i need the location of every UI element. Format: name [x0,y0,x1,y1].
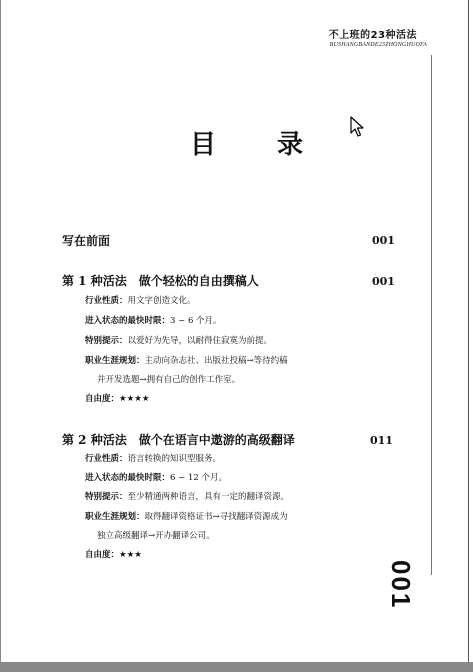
entry-1-plan-label: 职业生涯规划： [85,356,145,366]
entry-2-nature-value: 语言转换的知识型服务。 [127,454,222,464]
entry-1-tip-label: 特别提示： [85,336,128,346]
toc-entry-preface-page[interactable]: 001 [372,234,395,247]
entry-1-time-value: 3 ~ 6 个月。 [170,316,222,326]
entry-1-freedom [85,392,150,404]
toc-entry-1-page[interactable]: 001 [372,275,395,288]
entry-2-plan-line1: 取得翻译资格证书→寻找翻译资源成为 [144,512,288,522]
entry-2-plan-line2: 独立高级翻译→开办翻译公司。 [97,531,215,541]
entry-2-nature-label: 行业性质： [85,454,128,464]
entry-1-nature [85,294,196,306]
entry-2-tip-label: 特别提示： [85,492,128,502]
entry-2-freedom-stars: ★★★ [119,550,142,560]
window-bottom-bar [0,662,473,672]
entry-1-nature-value: 用文字创造文化。 [127,296,196,306]
toc-entry-1-title[interactable]: 第 1 种活法 做个轻松的自由撰稿人 [62,274,259,288]
toc-entry-preface-title[interactable]: 写在前面 [62,234,111,248]
entry-1-nature-label: 行业性质： [85,296,128,306]
margin-rule [431,55,432,575]
toc-entry-2-page[interactable]: 011 [370,434,393,447]
running-header-pinyin: BUSHANGBANDE23ZHONGHUOFA [329,42,427,48]
entry-2-plan-label: 职业生涯规划： [85,512,145,522]
entry-2-tip [85,490,289,502]
page-number-folio: 001 [386,560,416,610]
entry-1-time [85,314,222,326]
entry-2-freedom [85,548,142,560]
entry-1-plan-line2: 并开发选题→拥有自己的创作工作室。 [97,375,241,385]
running-header-title: 不上班的23种活法 [328,30,417,41]
entry-2-nature [85,452,221,464]
entry-1-tip-value: 以爱好为先导，以耐得住寂寞为前提。 [127,336,273,346]
entry-2-time [85,471,227,483]
entry-1-freedom-label: 自由度： [85,394,120,404]
mouse-cursor-icon [350,116,366,138]
entry-1-tip [85,334,272,346]
entry-2-plan [85,510,288,522]
entry-1-plan-line1: 主动向杂志社、出版社投稿→等待约稿 [144,356,288,366]
entry-2-freedom-label: 自由度： [85,550,120,560]
entry-1-time-label: 进入状态的最快时限： [85,316,171,326]
entry-1-freedom-stars: ★★★★ [119,394,150,404]
entry-2-time-label: 进入状态的最快时限： [85,473,171,483]
toc-title: 目 录 [190,130,330,160]
entry-1-plan [85,354,288,366]
entry-2-tip-value: 至少精通两种语言，具有一定的翻译资源。 [127,492,290,502]
toc-entry-2-title[interactable]: 第 2 种活法 做个在语言中遨游的高级翻译 [62,433,295,447]
entry-2-time-value: 6 ~ 12 个月。 [170,473,227,483]
